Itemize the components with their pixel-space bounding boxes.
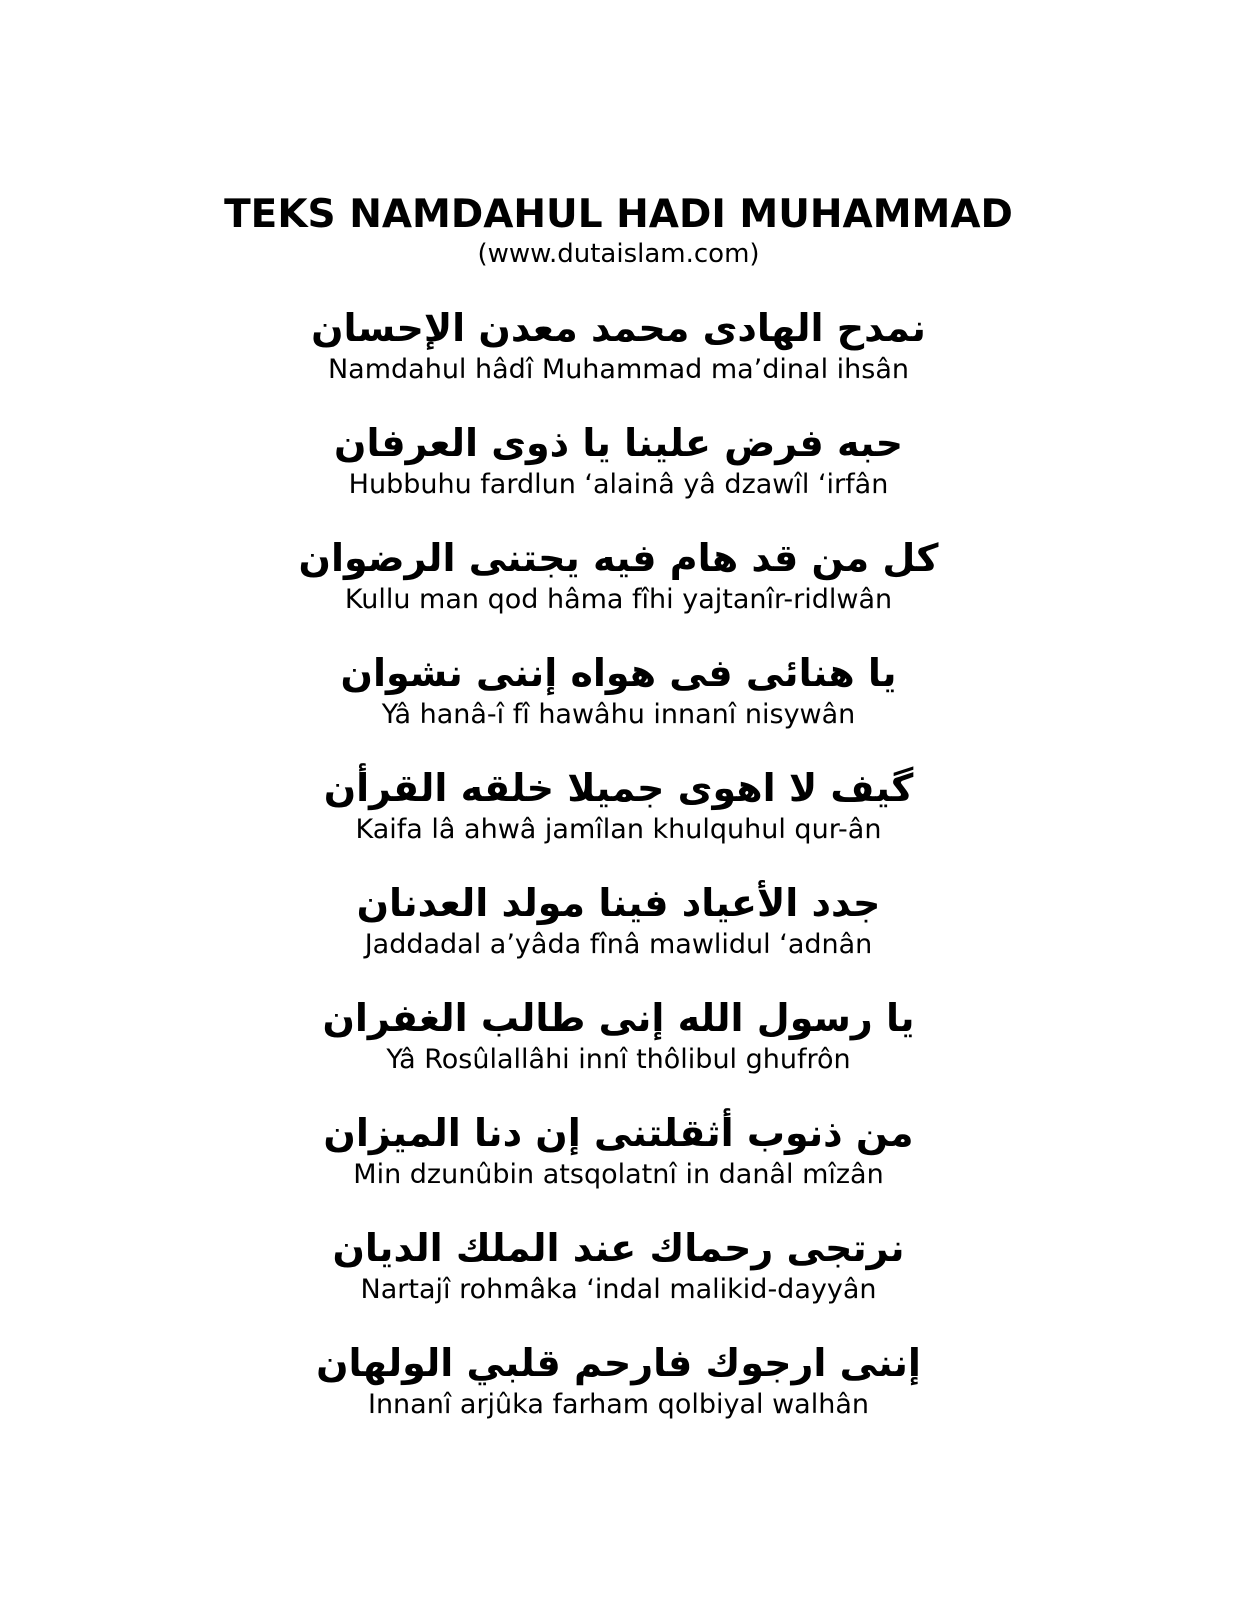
verse-arabic: يا رسول الله إنى طالب الغفران (322, 996, 915, 1040)
verse-transliteration: Yâ hanâ-î fî hawâhu innanî nisywân (381, 699, 856, 730)
verse-transliteration: Min dzunûbin atsqolatnî in danâl mîzân (353, 1159, 884, 1190)
verse-arabic: من ذنوب أثقلتنى إن دنا الميزان (323, 1111, 914, 1155)
verse-10 (0, 1337, 1237, 1437)
verse-9 (0, 1222, 1237, 1322)
verse-transliteration: Yâ Rosûlallâhi innî thôlibul ghufrôn (386, 1044, 851, 1075)
verse-arabic: يا هنائى فى هواه إننى نشوان (340, 651, 897, 695)
verse-arabic: كل من قد هام فيه يجتنى الرضوان (298, 536, 939, 580)
verse-transliteration: Kullu man qod hâma fîhi yajtanîr-ridlwân (344, 584, 893, 615)
verse-3 (0, 532, 1237, 632)
verse-arabic: گيف لا اهوى جميلا خلقه القرأن (323, 766, 914, 810)
verse-arabic: إننى ارجوك فارحم قلبي الولهان (316, 1341, 921, 1385)
verse-4 (0, 647, 1237, 747)
verse-transliteration: Namdahul hâdî Muhammad ma’dinal ihsân (327, 354, 909, 385)
verse-2 (0, 417, 1237, 517)
verse-arabic: نرتجى رحماك عند الملك الديان (332, 1226, 905, 1270)
verse-8 (0, 1107, 1237, 1207)
verse-arabic: جدد الأعياد فينا مولد العدنان (356, 881, 881, 925)
verse-transliteration: Hubbuhu fardlun ‘alainâ yâ dzawîl ‘irfân (348, 469, 889, 500)
verse-6 (0, 877, 1237, 977)
verse-arabic: نمدح الهادى محمد معدن الإحسان (311, 306, 926, 350)
verse-1 (0, 302, 1237, 402)
verse-transliteration: Nartajî rohmâka ‘indal malikid-dayyân (360, 1274, 877, 1305)
verse-5 (0, 762, 1237, 862)
verse-7 (0, 992, 1237, 1092)
verse-transliteration: Kaifa lâ ahwâ jamîlan khulquhul qur-ân (355, 814, 882, 845)
verse-arabic: حبه فرض علينا يا ذوى العرفان (334, 421, 903, 465)
verse-transliteration: Innanî arjûka farham qolbiyal walhân (367, 1389, 869, 1420)
verse-transliteration: Jaddadal a’yâda fînâ mawlidul ‘adnân (364, 929, 873, 960)
page-title: TEKS NAMDAHUL HADI MUHAMMAD (224, 192, 1013, 237)
source-website: (www.dutaislam.com) (477, 239, 760, 269)
